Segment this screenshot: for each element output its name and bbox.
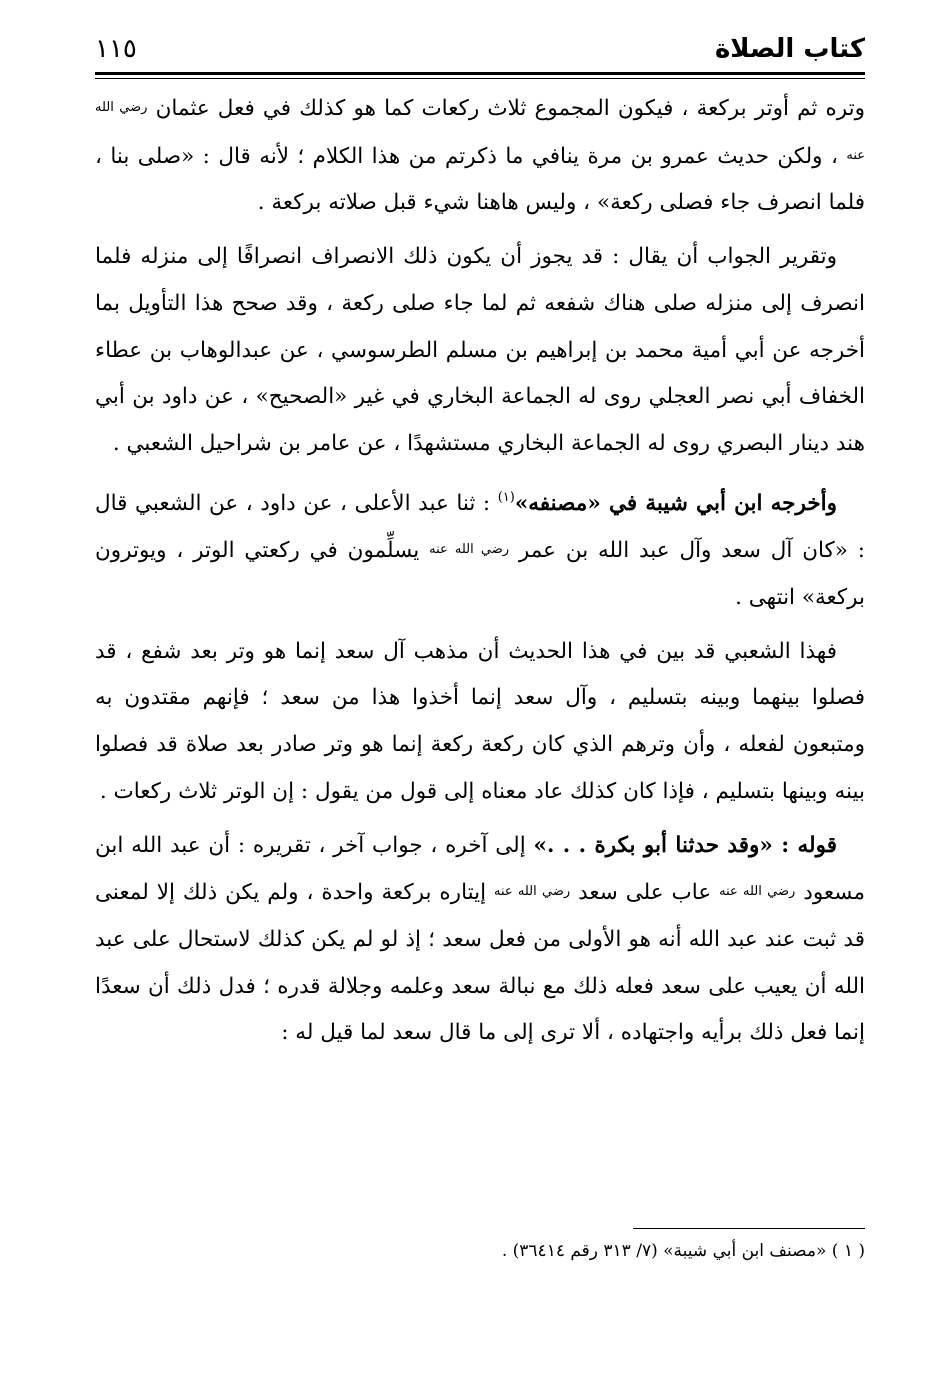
paragraph — [95, 85, 865, 227]
paragraph — [95, 823, 865, 1058]
book-page — [95, 26, 866, 1261]
text-run: ، ولكن حديث عمرو بن مرة ينافي ما ذكرتم من هذا الكلام ؛ لأنه قال : «صلى بنا ، فلما انصرف جاء فصلى ركعة» ، وليس هاهنا شيء قبل صلاته بركعة . — [95, 143, 865, 216]
honorific-glyph: رضي الله عنه — [95, 100, 865, 163]
footnote-rule — [633, 1228, 865, 1229]
header-rule — [95, 72, 865, 79]
footnote-reference: (١) — [497, 489, 515, 505]
paragraph — [95, 475, 865, 622]
chapter-title: كتاب الصلاة — [714, 34, 865, 64]
text-run: إلى آخره ، جواب آخر ، تقريره : أن عبد الله ابن مسعود — [95, 832, 865, 906]
text-run: وتره ثم أوتر بركعة ، فيكون المجموع ثلاث ركعات كما هو كذلك في فعل عثمان — [147, 96, 865, 121]
body-text — [95, 85, 865, 1057]
text-run: وتقرير الجواب أن يقال : قد يجوز أن يكون ذلك الانصراف انصرافًا إلى منزله فلما انصرف إلى منزله صلى هناك شفعه ثم لما جاء صلى ركعة ، وقد صحح هذا التأويل بما أخرجه عن أبي أمية محمد بن إبراهيم بن مسلم الطرسوسي ، عن عبدالوهاب بن عطاء الخفاف أبي نصر العجلي روى له الجماعة البخاري في غير «الصحيح» ، عن داود بن أبي هند دينار البصري روى له الجماعة البخاري مستشهدًا ، عن عامر بن شراحيل الشعبي . — [95, 244, 865, 456]
text-run: إيتاره بركعة واحدة ، ولم يكن ذلك إلا لمعنى قد ثبت عند عبد الله أنه هو الأولى من فعل سعد ؛ إذ لو لم يكن كذلك لاستحال على عبد الله أن يعيب على سعد فعله ذلك مع نبالة سعد وعلمه وجلالة قدره ؛ فدل ذلك أن سعدًا إنما فعل ذلك برأيه واجتهاده ، ألا ترى إلى ما قال سعد لما قيل له : — [95, 880, 865, 1046]
page-number: ١١٥ — [95, 34, 137, 64]
honorific-glyph: رضي الله عنه — [719, 884, 796, 900]
paragraph — [95, 629, 865, 816]
text-run: يسلِّمون في ركعتي الوتر ، ويوترون بركعة» انتهى . — [95, 538, 865, 611]
bold-lead-text: قوله : «وقد حدثنا أبو بكرة . . .» — [533, 832, 837, 858]
bold-lead-text: وأخرجه ابن أبي شيبة في «مصنفه» — [514, 490, 837, 516]
text-run: عاب على سعد — [570, 880, 720, 906]
honorific-glyph: رضي الله عنه — [494, 884, 571, 900]
text-run: فهذا الشعبي قد بين في هذا الحديث أن مذهب آل سعد إنما هو وتر بعد شفع ، قد فصلوا بينهما وبينه بتسليم ، وآل سعد إنما أخذوا هذا من سعد ؛ فإنهم مقتدون به ومتبعون لفعله ، وأن وترهم الذي كان ركعة ركعة إنما هو وتر صادر بعد صلاة قد فصلوا بينه وبينها بتسليم ، فإذا كان كذلك عاد معناه إلى قول من يقول : إن الوتر ثلاث ركعات . — [95, 638, 865, 804]
footnote: ( ١ ) «مصنف ابن أبي شيبة» (٧/ ٣١٣ رقم ٣٦٤١٤) . — [501, 1241, 865, 1261]
honorific-glyph: رضي الله عنه — [429, 542, 510, 558]
text-run: : ثنا عبد الأعلى ، عن داود ، عن الشعبي قال : «كان آل سعد وآل عبد الله بن عمر — [95, 490, 866, 564]
paragraph — [95, 234, 865, 468]
running-header — [95, 26, 865, 72]
